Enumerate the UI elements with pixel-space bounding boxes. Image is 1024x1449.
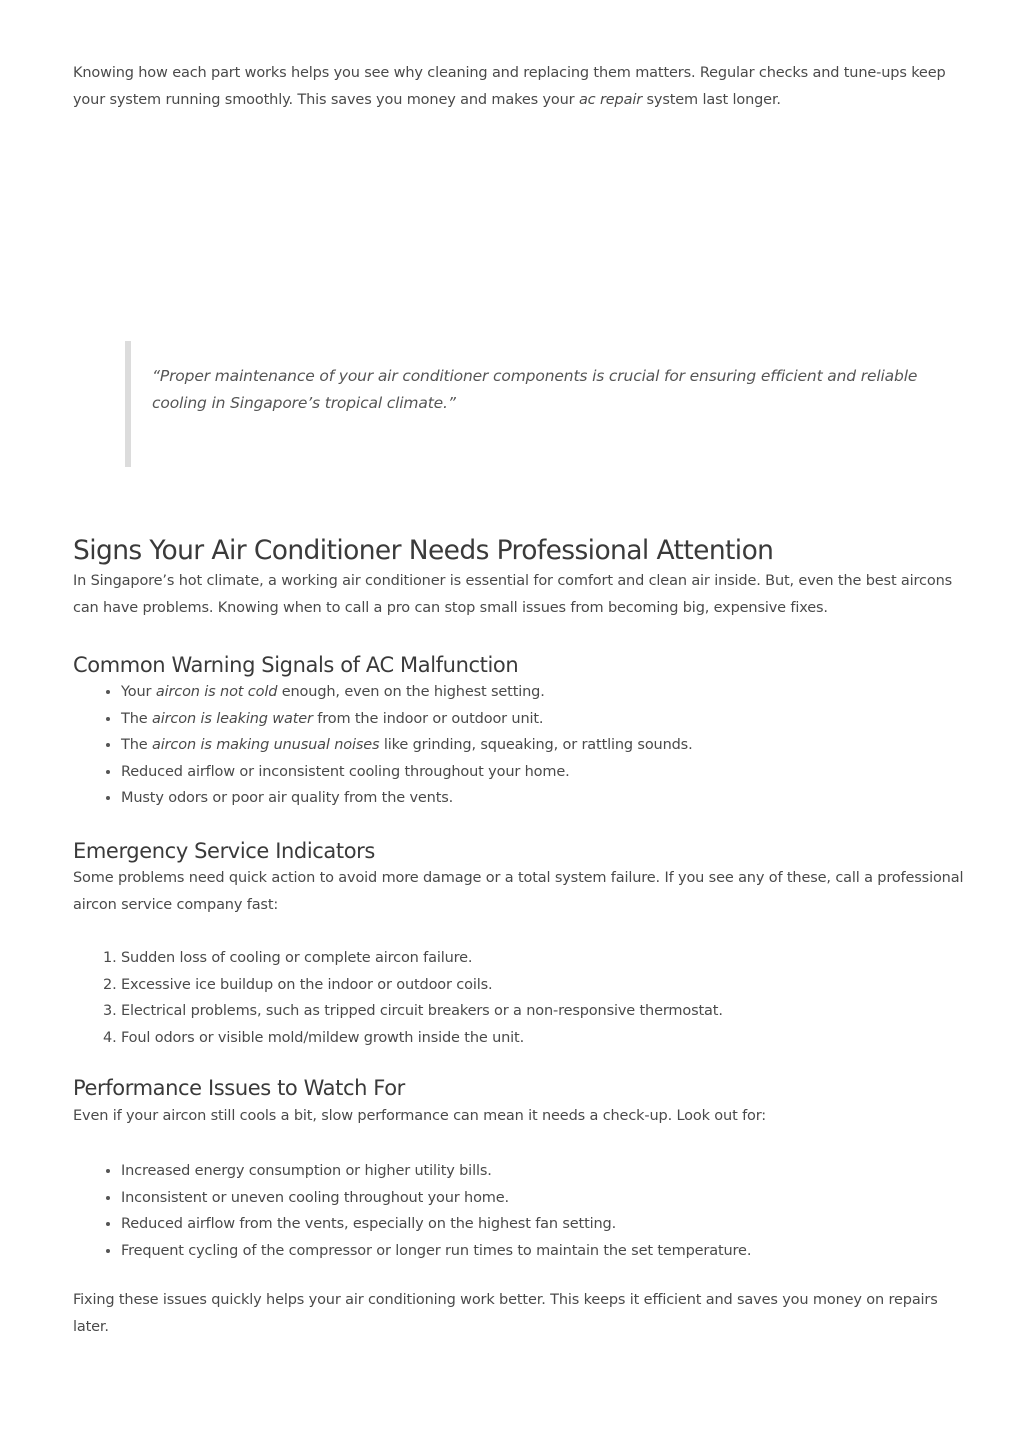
item-text: Reduced airflow or inconsistent cooling throughout your home. bbox=[121, 763, 570, 780]
item-emphasis: aircon is leaking water bbox=[151, 710, 313, 727]
list-item bbox=[121, 732, 968, 759]
list-item bbox=[121, 759, 968, 786]
item-text: The bbox=[121, 710, 152, 727]
performance-paragraph-block bbox=[73, 1103, 968, 1130]
pull-quote bbox=[125, 341, 925, 467]
list-item: 3. Electrical problems, such as tripped circuit breakers or a non-responsive thermostat. bbox=[121, 998, 968, 1025]
emergency-list-block bbox=[73, 945, 968, 1051]
item-text-end: from the indoor or outdoor unit. bbox=[312, 710, 544, 727]
section-heading-warning: Common Warning Signals of AC Malfunction bbox=[73, 653, 519, 677]
list-item: • Frequent cycling of the compressor or longer run times to maintain the set temperature. bbox=[121, 1238, 968, 1265]
closing-paragraph: Fixing these issues quickly helps your air conditioning work better. This keeps it efficient and saves you money on repairs later. bbox=[73, 1292, 938, 1335]
emergency-list bbox=[73, 945, 968, 1051]
warning-list-block bbox=[73, 679, 968, 812]
item-text-end: enough, even on the highest setting. bbox=[277, 684, 545, 700]
list-item bbox=[121, 679, 968, 706]
intro-text-end: system last longer. bbox=[642, 91, 781, 108]
list-item: • Increased energy consumption or higher utility bills. bbox=[121, 1158, 968, 1185]
item-text: Your bbox=[121, 684, 156, 700]
list-item: 2. Excessive ice buildup on the indoor or outdoor coils. bbox=[121, 972, 968, 999]
pull-quote-text: “Proper maintenance of your air conditioner components is crucial for ensuring efficient and reliable cooling in Singapore’s tropical climate.” bbox=[152, 367, 918, 412]
intro-paragraph bbox=[73, 60, 968, 113]
signs-paragraph: In Singapore’s hot climate, a working air conditioner is essential for comfort and clean air inside. But, even the best aircons can have problems. Knowing when to call a pro can stop small issues from becoming big, expensive fixes. bbox=[73, 573, 953, 616]
list-item bbox=[121, 706, 968, 733]
performance-list-block bbox=[73, 1158, 968, 1264]
intro-text: Knowing how each part works helps you see why cleaning and replacing them matters. Regular checks and tune-ups keep your system running smoothly. This saves you money and makes your bbox=[73, 65, 946, 108]
item-text-end: like grinding, squeaking, or rattling sounds. bbox=[379, 737, 693, 753]
item-text: The bbox=[121, 737, 152, 753]
item-text: Musty odors or poor air quality from the vents. bbox=[121, 790, 454, 806]
section-heading-signs: Signs Your Air Conditioner Needs Professional Attention bbox=[73, 535, 774, 566]
list-item: 4. Foul odors or visible mold/mildew growth inside the unit. bbox=[121, 1025, 968, 1052]
emergency-paragraph: Some problems need quick action to avoid more damage or a total system failure. If you see any of these, call a professional aircon service company fast: bbox=[73, 870, 964, 913]
emergency-paragraph-block bbox=[73, 865, 968, 918]
warning-list bbox=[73, 679, 968, 812]
section-heading-emergency: Emergency Service Indicators bbox=[73, 839, 375, 863]
performance-list bbox=[73, 1158, 968, 1264]
intro-emphasis: ac repair bbox=[578, 91, 643, 108]
list-item bbox=[121, 785, 968, 812]
item-emphasis: aircon is making unusual noises bbox=[151, 737, 380, 753]
signs-paragraph-block bbox=[73, 568, 968, 621]
closing-paragraph-block bbox=[73, 1287, 968, 1340]
list-item: • Inconsistent or uneven cooling throughout your home. bbox=[121, 1185, 968, 1212]
item-emphasis: aircon is not cold bbox=[155, 684, 278, 700]
performance-paragraph: Even if your aircon still cools a bit, slow performance can mean it needs a check-up. Look out for: bbox=[73, 1108, 767, 1124]
section-heading-performance: Performance Issues to Watch For bbox=[73, 1076, 405, 1100]
list-item: • Reduced airflow from the vents, especially on the highest fan setting. bbox=[121, 1211, 968, 1238]
list-item: 1. Sudden loss of cooling or complete aircon failure. bbox=[121, 945, 968, 972]
